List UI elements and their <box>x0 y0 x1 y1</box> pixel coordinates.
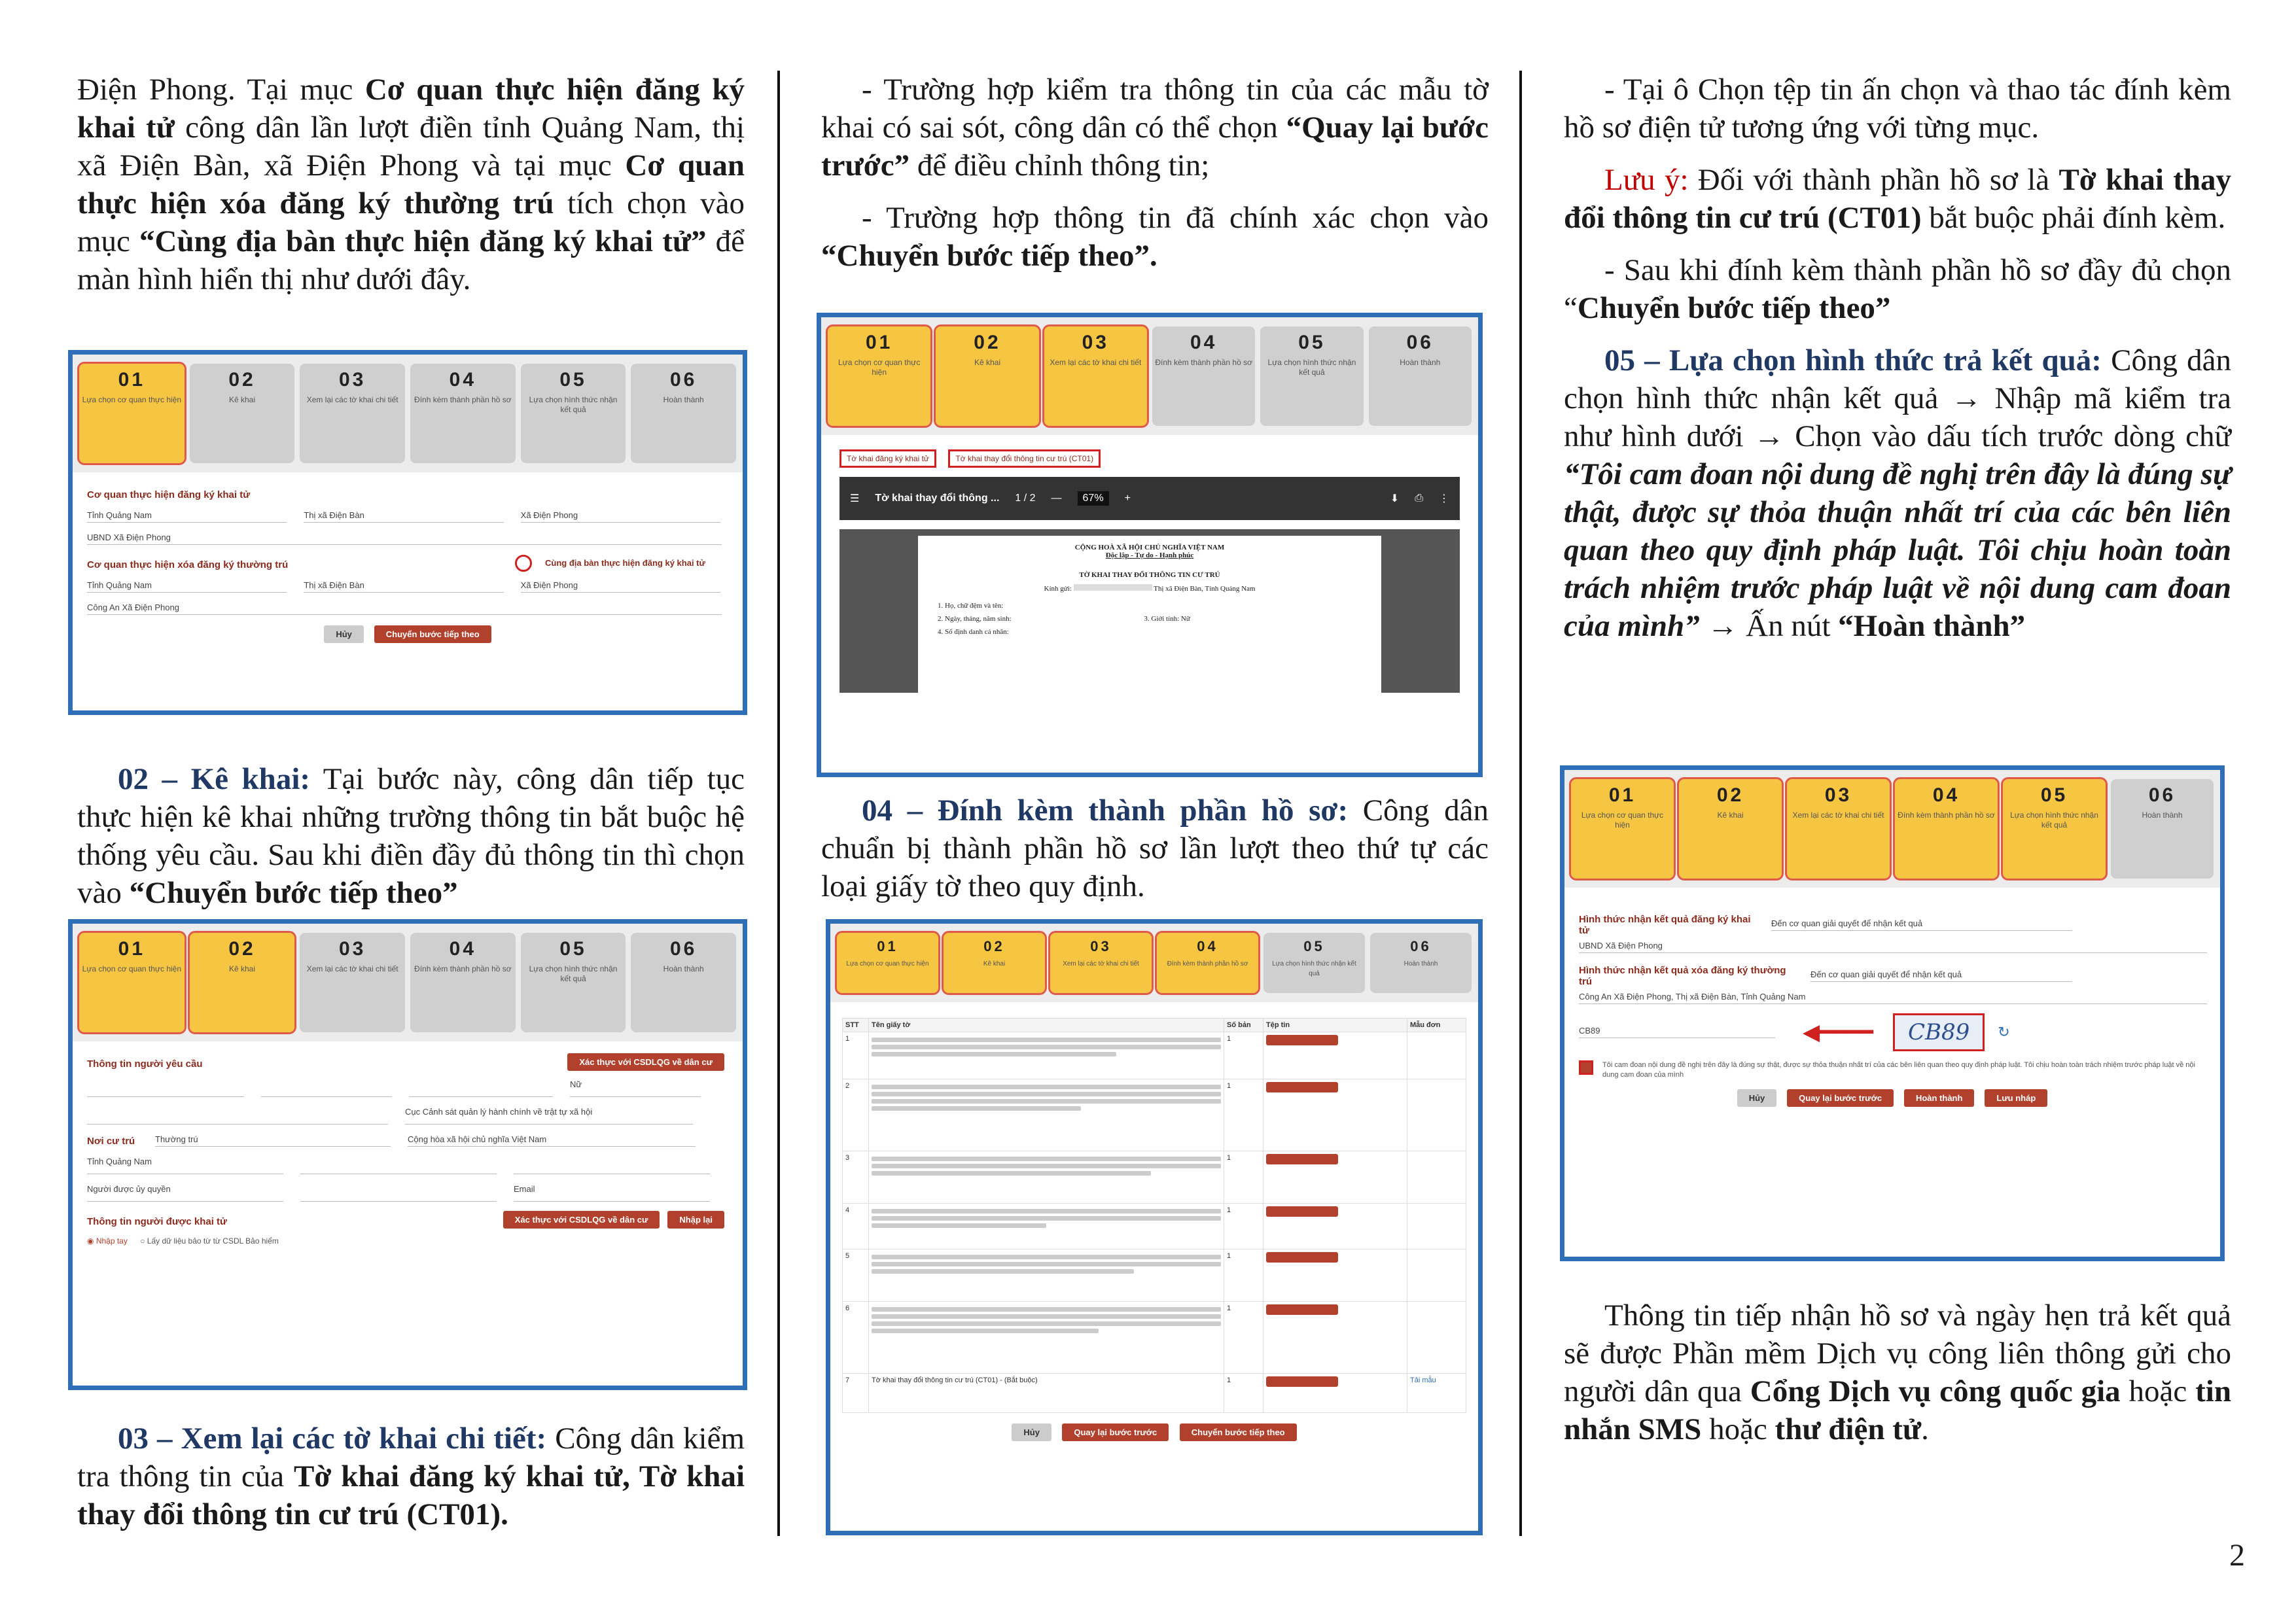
save-draft-button[interactable]: Lưu nháp <box>1985 1089 2047 1107</box>
form <box>1564 888 2220 1115</box>
commit-text: Tôi cam đoan nội dung đề nghị trên đây là đúng sự thật, được sự thỏa thuận nhất trí của các bên liên quan theo quy định pháp luật. Tôi chịu hoàn toàn trách nhiệm trước pháp luật về nội dung cam đoan của mình <box>1602 1061 2195 1079</box>
step-3[interactable]: 03 Xem lại các tờ khai chi tiết <box>300 364 405 463</box>
screenshot-step-05 <box>1560 765 2225 1261</box>
choose-file-button[interactable] <box>1266 1035 1338 1045</box>
id-field[interactable] <box>261 1077 392 1097</box>
section-title: Cơ quan thực hiện đăng ký khai tử <box>87 489 251 500</box>
form <box>73 1041 743 1253</box>
ward-select[interactable]: Xã Điện Phong <box>521 578 720 593</box>
birthdate-field[interactable] <box>409 1077 553 1097</box>
choose-file-button[interactable] <box>1266 1376 1338 1387</box>
step-2[interactable]: 02 Kê khai <box>190 933 295 1032</box>
download-icon[interactable]: ⬇ <box>1390 493 1400 504</box>
gender-select[interactable]: Nữ <box>570 1077 701 1097</box>
column-1-section-02 <box>77 760 745 912</box>
province-select[interactable]: Tỉnh Quảng Nam <box>87 578 287 593</box>
screenshot-step-04 <box>826 919 1483 1535</box>
step-3[interactable]: 03 Xem lại các tờ khai chi tiết <box>1787 779 1890 879</box>
choose-file-button[interactable] <box>1266 1252 1338 1263</box>
step-2[interactable]: 02 Kê khai <box>936 326 1038 426</box>
tab-ct01-form[interactable]: Tờ khai thay đổi thông tin cư trú (CT01) <box>948 449 1101 468</box>
issuing-agency-field[interactable]: Cục Cảnh sát quản lý hành chính về trật tự xã hội <box>405 1105 693 1125</box>
tab-death-form[interactable]: Tờ khai đăng ký khai tử <box>839 449 936 468</box>
table-row: 5 1 <box>843 1249 1466 1302</box>
step-4[interactable]: 04 Đính kèm thành phần hồ sơ <box>410 364 516 463</box>
province-select[interactable]: Tỉnh Quảng Nam <box>87 508 287 523</box>
column-3 <box>1564 71 2231 645</box>
table-row: 1 1 <box>843 1032 1466 1079</box>
step-4[interactable]: 04 Đính kèm thành phần hồ sơ <box>410 933 516 1032</box>
column-1-section-03 <box>77 1420 745 1533</box>
paragraph: 05 – Lựa chọn hình thức trả kết quả: Công dân chọn hình thức nhận kết quả → Nhập mã kiểm tra như hình dưới → Chọn vào dấu tích trước dòng chữ “Tôi cam đoan nội dung đề nghị trên đây là đúng sự thật, được sự thỏa thuận nhất trí của các bên liên quan theo quy định pháp luật. Tôi chịu hoàn toàn trách nhiệm trước pháp luật về nội dung cam đoan của mình” → Ấn nút “Hoàn thành” <box>1564 343 2231 643</box>
step-2[interactable]: 02 Kê khai <box>1679 779 1782 879</box>
next-step-button[interactable]: Chuyển bước tiếp theo <box>1180 1423 1297 1441</box>
paragraph: Điện Phong. Tại mục Cơ quan thực hiện đăng ký khai tử công dân lần lượt điền tỉnh Quảng Nam, thị xã Điện Bàn, xã Điện Phong và tại mục Cơ quan thực hiện xóa đăng ký thường trú tích chọn vào mục “Cùng địa bàn thực hiện đăng ký khai tử” để màn hình hiển thị như dưới đây. <box>77 73 745 296</box>
table-row: 3 1 <box>843 1151 1466 1204</box>
cancel-button[interactable]: Hủy <box>1737 1089 1777 1107</box>
table-row: 4 1 <box>843 1204 1466 1249</box>
zoom-out-icon[interactable]: — <box>1051 493 1062 504</box>
ward-select[interactable]: Xã Điện Phong <box>521 508 720 523</box>
zoom-in-icon[interactable]: + <box>1124 493 1131 504</box>
table-row: 7 Tờ khai thay đổi thông tin cư trú (CT01) - (Bắt buộc) 1 Tải mẫu <box>843 1374 1466 1413</box>
paragraph: - Trường hợp thông tin đã chính xác chọn vào “Chuyển bước tiếp theo”. <box>821 201 1489 273</box>
table-row: 2 1 <box>843 1079 1466 1151</box>
next-step-button[interactable]: Chuyển bước tiếp theo <box>374 625 491 643</box>
paragraph: 02 – Kê khai: Tại bước này, công dân tiếp tục thực hiện kê khai những trường thông tin bắt buộc hệ thống yêu cầu. Sau khi điền đầy đủ thông tin thì chọn vào “Chuyển bước tiếp theo” <box>77 762 745 910</box>
page-number: 2 <box>2229 1538 2245 1573</box>
choose-file-button[interactable] <box>1266 1206 1338 1217</box>
step-5[interactable]: 05 Lựa chọn hình thức nhận kết quả <box>2003 779 2106 879</box>
step-6[interactable]: 06 Hoàn thành <box>2111 779 2214 879</box>
step-5[interactable]: 05 Lựa chọn hình thức nhận kết quả <box>521 364 626 463</box>
paragraph: - Tại ô Chọn tệp tin ấn chọn và thao tác đính kèm hồ sơ điện tử tương ứng với từng mục. <box>1564 73 2231 145</box>
screenshot-step-01 <box>68 350 747 715</box>
step-6[interactable]: 06 Hoàn thành <box>631 933 736 1032</box>
menu-icon[interactable]: ☰ <box>850 493 860 504</box>
district-select[interactable]: Thị xã Điện Bàn <box>304 578 503 593</box>
arrow-left-icon: ◀━━━━ <box>1803 1020 1874 1045</box>
choose-file-button[interactable] <box>1266 1154 1338 1164</box>
back-button[interactable]: Quay lại bước trước <box>1062 1423 1169 1441</box>
captcha-image: CB89 <box>1893 1013 1985 1051</box>
print-icon[interactable]: ⎙ <box>1415 493 1423 504</box>
step-3[interactable]: 03 Xem lại các tờ khai chi tiết <box>1044 326 1147 426</box>
paragraph: - Sau khi đính kèm thành phần hồ sơ đầy đủ chọn “Chuyển bước tiếp theo” <box>1564 253 2231 325</box>
step-2[interactable]: 02 Kê khai <box>190 364 295 463</box>
step-5[interactable]: 05 Lựa chọn hình thức nhận kết quả <box>1263 933 1365 993</box>
agency-select[interactable]: UBND Xã Điện Phong <box>87 531 722 545</box>
step-3[interactable]: 03 Xem lại các tờ khai chi tiết <box>1050 933 1152 993</box>
zoom-level: 67% <box>1078 491 1109 506</box>
section-title: Thông tin người được khai tử <box>87 1216 227 1227</box>
nationality-select[interactable]: Cộng hòa xã hội chủ nghĩa Việt Nam <box>408 1132 696 1147</box>
column-divider <box>777 71 780 1536</box>
checkbox-label: Cùng địa bàn thực hiện đăng ký khai tử <box>545 558 705 568</box>
verify-button[interactable]: Xác thực với CSDLQG về dân cư <box>567 1053 724 1071</box>
form-tabs <box>821 435 1478 468</box>
address-field[interactable]: Công An Xã Điện Phong, Thị xã Điện Bàn, Tỉnh Quảng Nam <box>1579 990 2207 1004</box>
step-1[interactable]: 01 Lựa chọn cơ quan thực hiện <box>1571 779 1674 879</box>
column-2 <box>821 71 1489 275</box>
district-select[interactable] <box>300 1155 497 1174</box>
step-5[interactable]: 05 Lựa chọn hình thức nhận kết quả <box>521 933 626 1032</box>
step-5[interactable]: 05 Lựa chọn hình thức nhận kết quả <box>1260 326 1363 426</box>
paragraph: Lưu ý: Đối với thành phần hồ sơ là Tờ khai thay đổi thông tin cư trú (CT01) bắt buộc phải đính kèm. <box>1564 163 2231 235</box>
step-1[interactable]: 01 Lựa chọn cơ quan thực hiện <box>837 933 938 993</box>
commit-checkbox[interactable] <box>1579 1060 1593 1075</box>
step-1[interactable]: 01 Lựa chọn cơ quan thực hiện <box>79 933 185 1032</box>
choose-file-button[interactable] <box>1266 1304 1338 1315</box>
section-title: Hình thức nhận kết quả xóa đăng ký thường trú <box>1579 965 1786 987</box>
step-6[interactable]: 06 Hoàn thành <box>631 364 736 463</box>
reenter-button[interactable]: Nhập lại <box>667 1211 724 1229</box>
section-title: Nơi cư trú <box>87 1135 135 1147</box>
screenshot-step-03 <box>817 313 1483 777</box>
stepper <box>830 924 1478 1002</box>
paragraph: 04 – Đính kèm thành phần hồ sơ: Công dân chuẩn bị thành phần hồ sơ lần lượt theo thứ tự các loại giấy tờ theo quy định. <box>821 794 1489 903</box>
column-2-section-04 <box>821 792 1489 905</box>
paragraph: 03 – Xem lại các tờ khai chi tiết: Công dân kiểm tra thông tin của Tờ khai đăng ký khai tử, Tờ khai thay đổi thông tin cư trú (CT01). <box>77 1422 745 1531</box>
more-icon[interactable]: ⋮ <box>1439 493 1449 504</box>
section-title: Hình thức nhận kết quả đăng ký khai tử <box>1579 914 1751 936</box>
step-4[interactable]: 04 Đính kèm thành phần hồ sơ <box>1157 933 1258 993</box>
radio-manual[interactable]: ◉ Nhập tay <box>87 1236 128 1246</box>
stepper <box>1564 770 2220 888</box>
radio-insurance[interactable]: ○ Lấy dữ liệu bảo từ từ CSDL Bảo hiểm <box>140 1236 279 1246</box>
pdf-toolbar <box>839 477 1460 520</box>
screenshot-step-02 <box>68 919 747 1390</box>
column-divider <box>1519 71 1522 1536</box>
page-indicator: 1 / 2 <box>1015 493 1036 504</box>
form <box>73 472 743 651</box>
residence-type-select[interactable]: Thường trú <box>155 1132 391 1147</box>
result-method-select[interactable]: Đến cơ quan giải quyết để nhận kết quả <box>1771 916 2072 931</box>
table-row: 6 1 <box>843 1302 1466 1374</box>
phone-field[interactable] <box>300 1182 497 1202</box>
section-title: Cơ quan thực hiện xóa đăng ký thường trú <box>87 559 289 570</box>
attachment-table: STT Tên giấy tờ Số bản Tệp tin Mẫu đơn 1 1 2 1 3 1 4 1 5 1 6 1 7 Tờ khai thay đổi thông tin cư trú (CT01) - (Bắt buộc) 1 Tải mẫu <box>842 1018 1466 1413</box>
paragraph: Thông tin tiếp nhận hồ sơ và ngày hẹn trả kết quả sẽ được Phần mềm Dịch vụ công liên thông gửi cho người dân qua Cổng Dịch vụ công quốc gia hoặc tin nhắn SMS hoặc thư điện tử. <box>1564 1299 2231 1446</box>
district-select[interactable]: Thị xã Điện Bàn <box>304 508 503 523</box>
agency-field[interactable]: UBND Xã Điện Phong <box>1579 939 2207 953</box>
step-3[interactable]: 03 Xem lại các tờ khai chi tiết <box>300 933 405 1032</box>
agency-select[interactable]: Công An Xã Điện Phong <box>87 601 722 615</box>
pdf-title: Tờ khai thay đổi thông ... <box>875 493 1000 504</box>
complete-button[interactable]: Hoàn thành <box>1904 1089 1975 1107</box>
province-select[interactable]: Tỉnh Quảng Nam <box>87 1155 283 1174</box>
step-6[interactable]: 06 Hoàn thành <box>1369 326 1472 426</box>
column-1 <box>77 71 745 298</box>
pdf-viewer <box>839 529 1460 693</box>
stepper <box>73 355 743 472</box>
ward-select[interactable] <box>514 1155 710 1174</box>
captcha-input[interactable]: CB89 <box>1579 1024 1775 1038</box>
cancel-button[interactable]: Hủy <box>1012 1423 1051 1441</box>
verify-button[interactable]: Xác thực với CSDLQG về dân cư <box>503 1211 660 1229</box>
stepper <box>821 317 1478 435</box>
step-6[interactable]: 06 Hoàn thành <box>1370 933 1472 993</box>
cancel-button[interactable]: Hủy <box>324 625 364 643</box>
step-4[interactable]: 04 Đính kèm thành phần hồ sơ <box>1895 779 1998 879</box>
choose-file-button[interactable] <box>1266 1082 1338 1092</box>
download-template-link[interactable]: Tải mẫu <box>1410 1376 1436 1384</box>
result-method-select[interactable]: Đến cơ quan giải quyết để nhận kết quả <box>1810 968 2072 982</box>
email-field[interactable]: Email <box>514 1182 710 1202</box>
stepper <box>73 924 743 1041</box>
step-1[interactable]: 01 Lựa chọn cơ quan thực hiện <box>79 364 185 463</box>
section-title: Thông tin người yêu cầu <box>87 1058 203 1070</box>
paragraph: - Trường hợp kiểm tra thông tin của các mẫu tờ khai có sai sót, công dân có thể chọn “Quay lại bước trước” để điều chỉnh thông tin; <box>821 73 1489 183</box>
issue-date-field[interactable] <box>87 1105 388 1125</box>
relationship-select[interactable]: Người được ủy quyền <box>87 1182 283 1202</box>
step-4[interactable]: 04 Đính kèm thành phần hồ sơ <box>1152 326 1255 426</box>
pdf-page: CỘNG HOÀ XÃ HỘI CHỦ NGHĨA VIỆT NAM Độc lập - Tự do - Hạnh phúc TỜ KHAI THAY ĐỔI THÔNG TIN CƯ TRÚ Kính gửi: Thị xã Điện Bàn, Tỉnh Quảng Nam 1. Họ, chữ đệm và tên: 2. Ngày, tháng, năm sinh: 3. Giới tính: Nữ 4. Số định danh cá nhân: <box>918 536 1381 693</box>
step-1[interactable]: 01 Lựa chọn cơ quan thực hiện <box>828 326 930 426</box>
step-2[interactable]: 02 Kê khai <box>944 933 1045 993</box>
same-area-checkbox[interactable] <box>515 555 532 572</box>
column-3-closing <box>1564 1297 2231 1448</box>
back-button[interactable]: Quay lại bước trước <box>1787 1089 1894 1107</box>
refresh-icon[interactable]: ↻ <box>1998 1024 2010 1040</box>
name-field[interactable] <box>87 1077 244 1097</box>
